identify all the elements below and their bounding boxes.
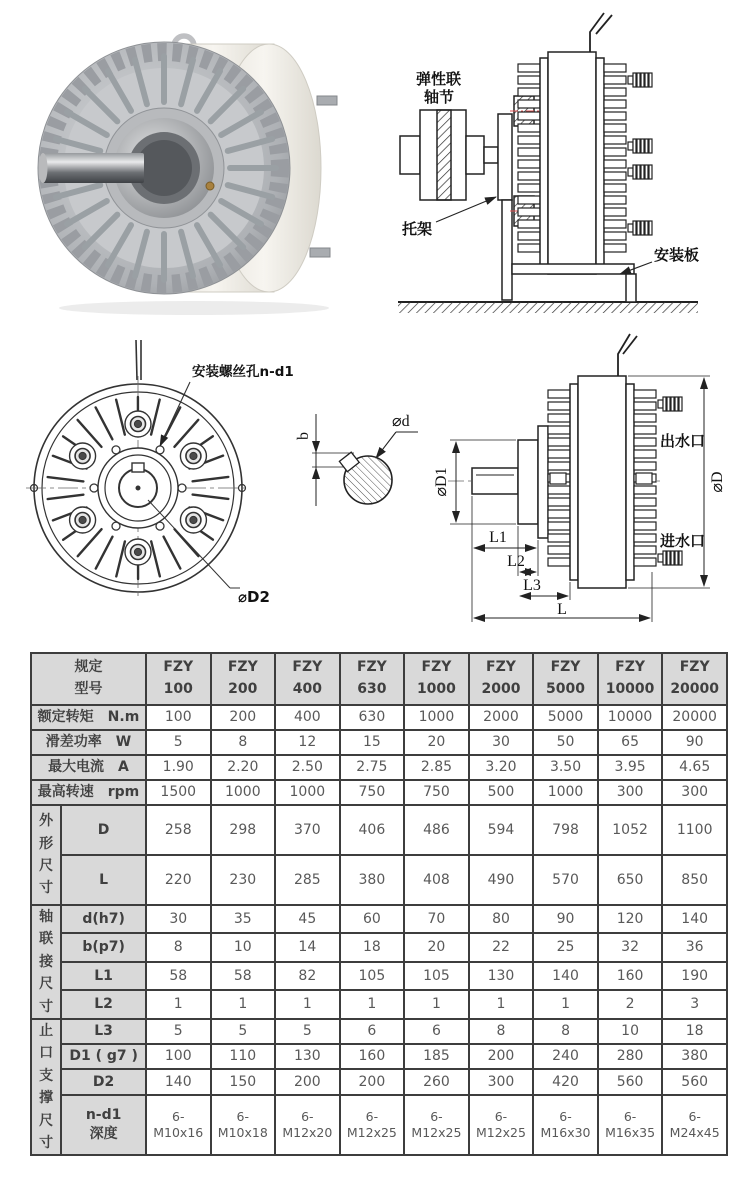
spec-value-cell: 370	[275, 805, 340, 855]
spec-value-cell: 58	[146, 962, 211, 990]
spec-value-cell: 50	[533, 730, 598, 755]
model-header-cell: FZY 400	[275, 653, 340, 705]
spec-value-cell: 22	[469, 933, 534, 961]
table-row	[31, 730, 727, 755]
spec-value-cell: 90	[662, 730, 727, 755]
photo-shadow	[59, 301, 329, 315]
spec-value-cell: 5000	[533, 705, 598, 730]
spec-value-cell: 6- M10x16	[146, 1095, 211, 1156]
spec-value-cell: 30	[146, 905, 211, 933]
row-label-cell: D	[61, 805, 146, 855]
spec-value-cell: 45	[275, 905, 340, 933]
table-row	[31, 990, 727, 1019]
inlet-label: 进水口	[660, 532, 706, 550]
spec-value-cell: 200	[211, 705, 276, 730]
spec-value-cell: 90	[533, 905, 598, 933]
spec-value-cell: 36	[662, 933, 727, 961]
spec-value-cell: 220	[146, 855, 211, 905]
spec-value-cell: 3.20	[469, 755, 534, 780]
spec-value-cell: 5	[211, 1019, 276, 1044]
spec-value-cell: 32	[598, 933, 663, 961]
spec-value-cell: 18	[662, 1019, 727, 1044]
spec-value-cell: 4.65	[662, 755, 727, 780]
spec-value-cell: 1.90	[146, 755, 211, 780]
spec-value-cell: 2000	[469, 705, 534, 730]
group-label-cell: 轴联接尺寸	[31, 905, 61, 1019]
table-row	[31, 1019, 727, 1044]
side-view-drawing	[420, 326, 736, 632]
d2-label: ⌀D2	[238, 588, 270, 606]
bracket-label: 托架	[402, 220, 433, 238]
row-label-cell: 额定转矩 N.m	[31, 705, 146, 730]
spec-value-cell: 200	[340, 1069, 405, 1094]
product-photo	[14, 10, 342, 322]
table-row	[31, 780, 727, 805]
table-row	[31, 705, 727, 730]
spec-value-cell: 400	[275, 705, 340, 730]
spec-value-cell: 560	[598, 1069, 663, 1094]
spec-value-cell: 200	[469, 1044, 534, 1069]
mounting-plate-label: 安装板	[654, 246, 700, 264]
table-row	[31, 1044, 727, 1069]
spec-value-cell: 20	[404, 730, 469, 755]
spec-value-cell: 1	[146, 990, 211, 1019]
spec-value-cell: 486	[404, 805, 469, 855]
spec-value-cell: 80	[469, 905, 534, 933]
spec-value-cell: 420	[533, 1069, 598, 1094]
spec-value-cell: 130	[469, 962, 534, 990]
spec-value-cell: 185	[404, 1044, 469, 1069]
spec-value-cell: 280	[598, 1044, 663, 1069]
spec-value-cell: 1500	[146, 780, 211, 805]
spec-value-cell: 130	[275, 1044, 340, 1069]
spec-value-cell: 408	[404, 855, 469, 905]
coupling-left-block	[400, 136, 420, 174]
spec-value-cell: 1000	[533, 780, 598, 805]
spec-value-cell: 1	[340, 990, 405, 1019]
spec-value-cell: 6- M16x30	[533, 1095, 598, 1156]
row-label-cell: L3	[61, 1019, 146, 1044]
spec-value-cell: 70	[404, 905, 469, 933]
row-label-cell: D1 ( g7 )	[61, 1044, 146, 1069]
row-label-cell: L2	[61, 990, 146, 1019]
spec-table-wrap	[30, 652, 728, 1156]
spec-value-cell: 1052	[598, 805, 663, 855]
d1-dim-label: ⌀D1	[433, 467, 450, 497]
spec-value-cell: 140	[533, 962, 598, 990]
spec-value-cell: 750	[404, 780, 469, 805]
hose-barbs	[628, 73, 652, 235]
spec-value-cell: 6- M16x35	[598, 1095, 663, 1156]
spec-value-cell: 1	[533, 990, 598, 1019]
row-label-cell: 最大电流 A	[31, 755, 146, 780]
spec-value-cell: 18	[340, 933, 405, 961]
spec-value-cell: 140	[662, 905, 727, 933]
spec-value-cell: 1	[211, 990, 276, 1019]
input-shaft	[484, 147, 498, 163]
spec-value-cell: 1000	[211, 780, 276, 805]
model-header-cell: FZY 10000	[598, 653, 663, 705]
spec-value-cell: 380	[662, 1044, 727, 1069]
shaft	[42, 153, 144, 183]
outlet-label: 出水口	[660, 432, 706, 450]
model-header-cell: FZY 200	[211, 653, 276, 705]
row-label-cell: D2	[61, 1069, 146, 1094]
spec-value-cell: 6- M12x25	[469, 1095, 534, 1156]
output-shaft	[472, 468, 518, 494]
keyway	[132, 463, 144, 472]
table-row	[31, 1069, 727, 1094]
spec-value-cell: 200	[275, 1069, 340, 1094]
model-header-cell: FZY 630	[340, 653, 405, 705]
spec-value-cell: 105	[340, 962, 405, 990]
spec-value-cell: 105	[404, 962, 469, 990]
spec-value-cell: 160	[340, 1044, 405, 1069]
spec-value-cell: 15	[340, 730, 405, 755]
spec-value-cell: 5	[146, 730, 211, 755]
brake-drum	[548, 52, 596, 274]
spec-value-cell: 150	[211, 1069, 276, 1094]
spec-value-cell: 2.50	[275, 755, 340, 780]
spec-value-cell: 1000	[275, 780, 340, 805]
d-dim-label: ⌀d	[392, 413, 410, 430]
spec-value-cell: 650	[598, 855, 663, 905]
spec-value-cell: 5	[146, 1019, 211, 1044]
spec-value-cell: 1	[469, 990, 534, 1019]
front-view-drawing	[8, 330, 300, 630]
spec-value-cell: 12	[275, 730, 340, 755]
spec-value-cell: 6- M12x20	[275, 1095, 340, 1156]
spec-value-cell: 2.75	[340, 755, 405, 780]
spec-value-cell: 260	[404, 1069, 469, 1094]
spec-value-cell: 6- M10x18	[211, 1095, 276, 1156]
spec-value-cell: 240	[533, 1044, 598, 1069]
spec-value-cell: 258	[146, 805, 211, 855]
spec-value-cell: 8	[469, 1019, 534, 1044]
model-header-cell: FZY 5000	[533, 653, 598, 705]
d-dim-label: ⌀D	[709, 471, 726, 493]
row-label-cell: L1	[61, 962, 146, 990]
spec-value-cell: 300	[598, 780, 663, 805]
spec-value-cell: 490	[469, 855, 534, 905]
spec-value-cell: 380	[340, 855, 405, 905]
table-header-row	[31, 653, 727, 705]
spec-value-cell: 14	[275, 933, 340, 961]
spec-value-cell: 3.95	[598, 755, 663, 780]
spec-value-cell: 850	[662, 855, 727, 905]
spec-value-cell: 6	[340, 1019, 405, 1044]
spec-corner-cell: 规定 型号	[31, 653, 146, 705]
l-dim-label: L	[557, 601, 567, 618]
installation-diagram	[390, 8, 736, 324]
spec-value-cell: 2.20	[211, 755, 276, 780]
spec-value-cell: 300	[469, 1069, 534, 1094]
model-header-cell: FZY 20000	[662, 653, 727, 705]
spec-value-cell: 20000	[662, 705, 727, 730]
drum-body	[578, 376, 626, 588]
spec-value-cell: 8	[146, 933, 211, 961]
spec-value-cell: 750	[340, 780, 405, 805]
spec-value-cell: 1000	[404, 705, 469, 730]
spec-value-cell: 6- M24x45	[662, 1095, 727, 1156]
row-label-cell: L	[61, 855, 146, 905]
spec-value-cell: 285	[275, 855, 340, 905]
spec-table	[30, 652, 728, 1156]
mounting-plate	[512, 264, 634, 274]
table-row	[31, 755, 727, 780]
spec-value-cell: 10	[211, 933, 276, 961]
coupling-label-line2: 轴节	[424, 88, 455, 106]
table-row	[31, 1095, 727, 1156]
spec-value-cell: 60	[340, 905, 405, 933]
table-row	[31, 962, 727, 990]
b-dim-label: b	[296, 432, 312, 440]
spec-value-cell: 570	[533, 855, 598, 905]
l3-dim-label: L3	[523, 577, 541, 594]
spec-value-cell: 110	[211, 1044, 276, 1069]
spec-value-cell: 30	[469, 730, 534, 755]
spec-value-cell: 6- M12x25	[340, 1095, 405, 1156]
row-label-cell: n-d1 深度	[61, 1095, 146, 1156]
spec-value-cell: 300	[662, 780, 727, 805]
spec-value-cell: 100	[146, 705, 211, 730]
spec-value-cell: 8	[533, 1019, 598, 1044]
group-label-cell: 止口支撑尺寸	[31, 1019, 61, 1155]
spec-value-cell: 8	[211, 730, 276, 755]
table-row	[31, 933, 727, 961]
spec-value-cell: 798	[533, 805, 598, 855]
row-label-cell: b(p7)	[61, 933, 146, 961]
spec-value-cell: 500	[469, 780, 534, 805]
d-leader	[376, 432, 396, 458]
spec-value-cell: 65	[598, 730, 663, 755]
spec-value-cell: 630	[340, 705, 405, 730]
spec-value-cell: 1	[404, 990, 469, 1019]
row-label-cell: 滑差功率 W	[31, 730, 146, 755]
table-row	[31, 805, 727, 855]
spec-value-cell: 2.85	[404, 755, 469, 780]
spec-value-cell: 6	[404, 1019, 469, 1044]
screw-hole-label: 安装螺丝孔n-d1	[192, 364, 294, 380]
spec-value-cell: 406	[340, 805, 405, 855]
spec-value-cell: 20	[404, 933, 469, 961]
spec-value-cell: 1	[275, 990, 340, 1019]
spec-value-cell: 100	[146, 1044, 211, 1069]
shaft-section-drawing	[296, 392, 426, 528]
spec-value-cell: 190	[662, 962, 727, 990]
spec-value-cell: 1100	[662, 805, 727, 855]
spec-value-cell: 3	[662, 990, 727, 1019]
bracket-stand	[502, 200, 512, 300]
model-header-cell: FZY 100	[146, 653, 211, 705]
spec-value-cell: 6- M12x25	[404, 1095, 469, 1156]
spec-value-cell: 10000	[598, 705, 663, 730]
spec-value-cell: 140	[146, 1069, 211, 1094]
spec-value-cell: 3.50	[533, 755, 598, 780]
l1-dim-label: L1	[489, 529, 507, 546]
spec-value-cell: 82	[275, 962, 340, 990]
row-label-cell: d(h7)	[61, 905, 146, 933]
spec-value-cell: 160	[598, 962, 663, 990]
spec-value-cell: 120	[598, 905, 663, 933]
spec-value-cell: 35	[211, 905, 276, 933]
spigot-d1	[518, 440, 538, 524]
coupling-label-line1: 弹性联	[416, 70, 462, 88]
table-row	[31, 905, 727, 933]
brass-screw	[206, 182, 214, 190]
row-label-cell: 最高转速 rpm	[31, 780, 146, 805]
spec-value-cell: 5	[275, 1019, 340, 1044]
group-label-cell: 外形尺寸	[31, 805, 61, 905]
spec-value-cell: 25	[533, 933, 598, 961]
spec-value-cell: 58	[211, 962, 276, 990]
spec-value-cell: 560	[662, 1069, 727, 1094]
table-row	[31, 855, 727, 905]
spec-value-cell: 298	[211, 805, 276, 855]
model-header-cell: FZY 2000	[469, 653, 534, 705]
spec-value-cell: 2	[598, 990, 663, 1019]
spec-value-cell: 230	[211, 855, 276, 905]
l2-dim-label: L2	[507, 553, 525, 570]
spec-value-cell: 594	[469, 805, 534, 855]
spec-value-cell: 10	[598, 1019, 663, 1044]
model-header-cell: FZY 1000	[404, 653, 469, 705]
bracket-plate	[498, 114, 512, 200]
